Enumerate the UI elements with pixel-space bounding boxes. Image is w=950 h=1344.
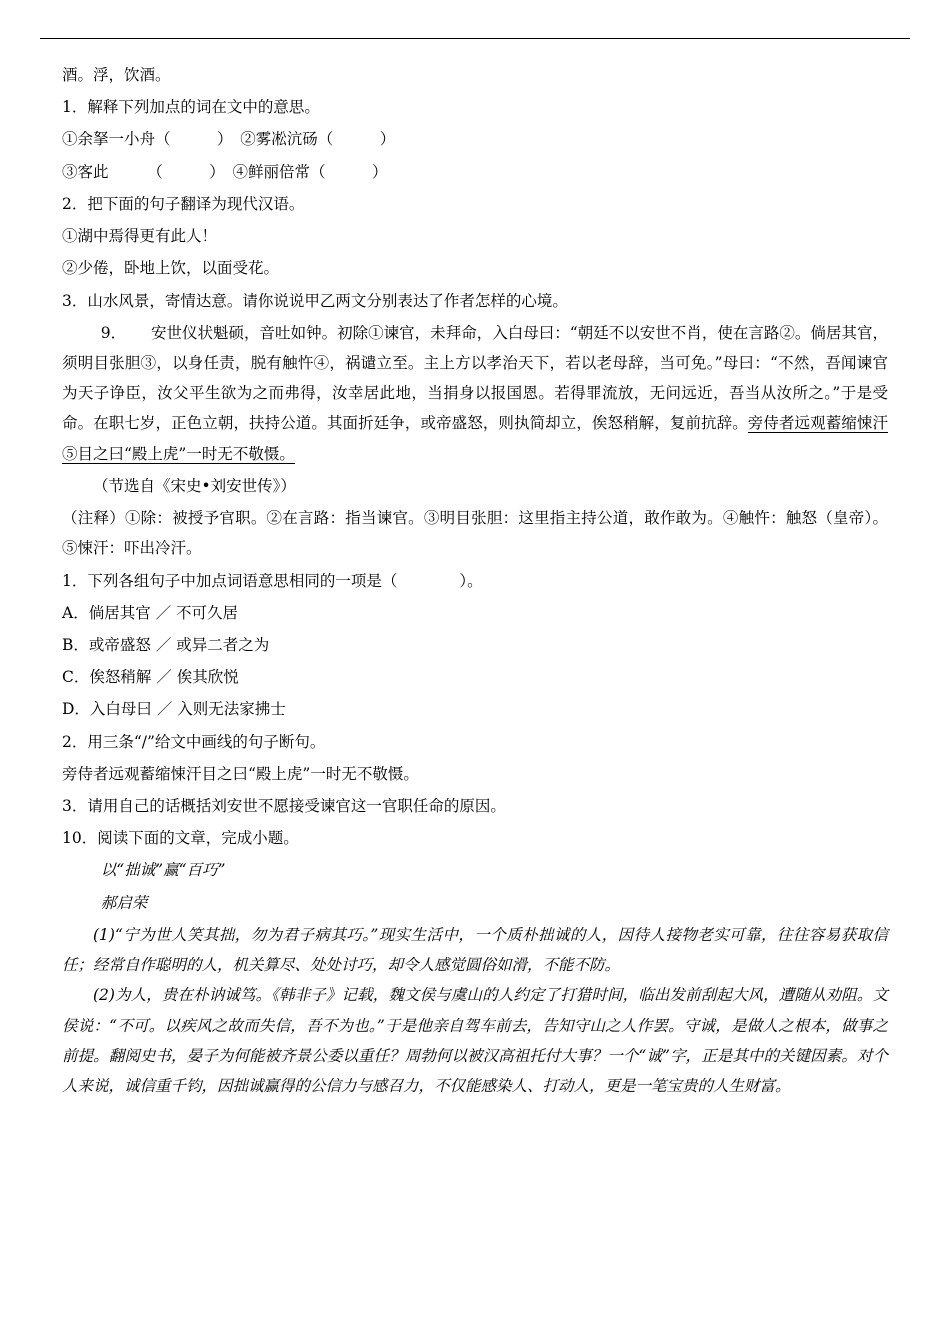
question-2-line: 旁侍者远观蓄缩悚汗目之曰“殿上虎”一时无不敬慑。: [62, 764, 419, 783]
option-d: D．入白母曰 ／ 入则无法家拂士: [62, 700, 286, 719]
text-line: 3．山水风景，寄情达意。请你说说甲乙两文分别表达了作者怎样的心境。: [62, 291, 568, 310]
option-b: B．或帝盛怒 ／ 或异二者之为: [62, 635, 270, 654]
text-line: ②少倦，卧地上饮，以面受花。: [62, 259, 280, 278]
text-line: 1．解释下列加点的词在文中的意思。: [62, 98, 320, 117]
q9-notes: （注释）①除：被授予官职。②在言路：指当谏官。③明目张胆：这里指主持公道，敢作敢为。④触忤：触怒（皇帝）。⑤悚汗：吓出冷汗。: [62, 509, 888, 558]
text-line: 2．把下面的句子翻译为现代汉语。: [62, 194, 305, 213]
item-10: [62, 823, 888, 853]
question-1: 1．下列各组句子中加点词语意思相同的一项是（ ）。: [62, 571, 483, 590]
article-paragraph: (1)“宁为世人笑其拙，勿为君子病其巧。”现实生活中，一个质朴拙诚的人，因待人接物老实可靠，往往容易获取信任；经常自作聪明的人，机关算尽、处处讨巧，却令人感觉圆俗如滑，不能不防。: [62, 925, 888, 975]
q9-underlined-sentence: 旁侍者远观蓄缩悚汗⑤目之曰“殿上虎”一时无不敬慑。: [62, 414, 888, 463]
option-a: A．倘居其官 ／ 不可久居: [62, 603, 239, 622]
article-paragraph: (2)为人，贵在朴讷诚笃。《韩非子》记载，魏文侯与虞山的人约定了打猎时间，临出发前刮起大风，遭随从劝阻。文侯说：“不可。以疾风之故而失信，吾不为也。”于是他亲自驾车前去，告知守山之人作罢。守诚，是做人之根本，做事之前提。翻阅史书，晏子为何能被齐景公委以重任？周勃何以被汉高祖托付大事？一个“诚”字，正是其中的关键因素。对个人来说，诚信重千钧，因拙诚赢得的公信力与感召力，不仅能感染人、打动人，更是一笔宝贵的人生财富。: [62, 986, 888, 1095]
text-line: 酒。浮，饮酒。: [62, 66, 171, 84]
article-body: [62, 920, 888, 1101]
text-line: ③客此 （ ） ④鲜丽倍常（ ）: [62, 162, 388, 181]
option-c: C．俟怒稍解 ／ 俟其欣悦: [62, 668, 239, 687]
header-rule: [40, 38, 910, 39]
passage-q9: [62, 318, 888, 469]
document-content: [62, 60, 888, 1101]
q9-paragraph-1: 安世仪状魁硕，音吐如钟。初除①谏官，未拜命，入白母曰：“朝廷不以安世不肖，使在言路②。倘居其官，须明目张胆③，以身任责，脱有触忤④，祸谴立至。主上方以孝治天下，若以老母辞，当可免。”母曰：“不然，吾闻谏官为天子诤臣，汝父平生欲为之而弗得，汝幸居此地，当捐身以报国恩。若得罪流放，无问远近，吾当从汝所之。”于是受命。在职七岁，正色立朝，扶持公道。其面折廷争，或帝盛怒，则执简却立，俟怒稍解，复前抗辞。: [62, 323, 888, 433]
article-author: 郝启荣: [100, 893, 148, 912]
item-10-number: 10．: [62, 829, 98, 848]
q9-source: （节选自《宋史•刘安世传》）: [93, 476, 296, 495]
article-title: 以“拙诚”赢“百巧”: [100, 861, 226, 880]
question-2: 2．用三条“/”给文中画线的句子断句。: [62, 732, 326, 751]
item-10-prompt: 阅读下面的文章，完成小题。: [97, 829, 299, 848]
question-3: 3．请用自己的话概括刘安世不愿接受谏官这一官职任命的原因。: [62, 797, 506, 816]
text-line: ①湖中焉得更有此人！: [62, 227, 218, 246]
q9-number: 9．: [100, 323, 127, 342]
text-line: ①余拏一小舟（ ） ②雾凇沆砀（ ）: [62, 130, 396, 149]
